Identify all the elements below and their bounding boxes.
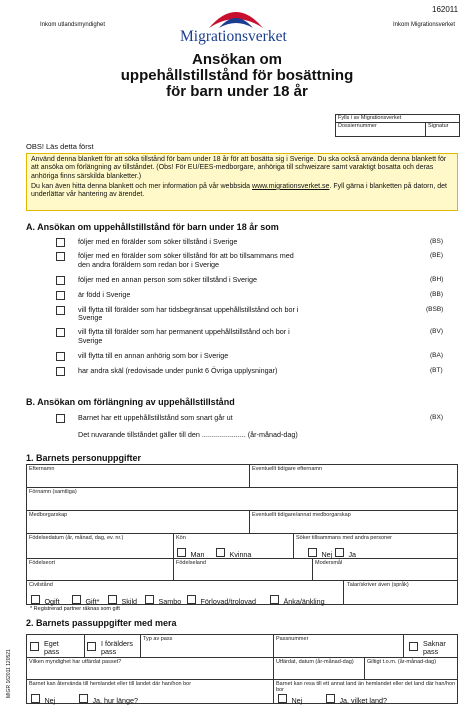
passnummer-label: Passnummer	[276, 636, 309, 642]
option-code: (BSB)	[426, 306, 444, 313]
checkbox[interactable]	[308, 548, 317, 557]
option-code: (BA)	[430, 352, 443, 359]
typ-av-pass-input[interactable]	[143, 643, 271, 656]
checkbox[interactable]	[31, 595, 40, 604]
checkbox[interactable]	[56, 306, 65, 315]
dossier-label: Dossiernummer	[338, 123, 377, 129]
tidigare-efternamn-label: Eventuellt tidigare efternamn	[252, 466, 323, 472]
atervanda2-label: Barnet kan resa till ett annat land än hemlandet eller det land där han/hon bor	[276, 681, 456, 693]
page-title	[0, 52, 474, 100]
myndighet-input[interactable]	[29, 666, 271, 678]
ja-hur-label: Ja, hur länge?	[92, 696, 139, 705]
side-form-code: MIGR 162011 120521	[6, 649, 12, 698]
atervanda-ja-option[interactable]	[79, 690, 138, 708]
modersmal-input[interactable]	[315, 567, 455, 579]
myndighet-label: Vilken myndighet har utfärdat passet?	[29, 659, 122, 665]
option-code: (BB)	[430, 291, 443, 298]
checkbox[interactable]	[79, 694, 88, 703]
option-text: följer med en annan person som söker tillstånd i Sverige	[78, 275, 257, 284]
checkbox[interactable]	[187, 595, 196, 604]
section-b-option[interactable]	[56, 413, 456, 425]
section-a-option[interactable]	[56, 327, 456, 351]
checkbox[interactable]	[56, 328, 65, 337]
resa-nej-option[interactable]	[278, 690, 302, 708]
checkbox[interactable]	[56, 238, 65, 247]
section-a-option[interactable]	[56, 251, 456, 275]
option-text-2: Sverige	[78, 313, 103, 322]
civil-sambo-option[interactable]	[145, 591, 181, 609]
modersmal-label: Modersmål	[315, 560, 343, 566]
notice-box	[26, 153, 458, 211]
checkbox[interactable]	[31, 694, 40, 703]
migrationsverket-logo-icon	[205, 4, 267, 30]
fodelseort-input[interactable]	[29, 567, 171, 579]
website-link[interactable]: www.migrationsverket.se	[252, 182, 330, 190]
obs-label: OBS! Läs detta först	[26, 142, 94, 151]
fodelseland-input[interactable]	[176, 567, 310, 579]
tidigare-efternamn-input[interactable]	[252, 473, 455, 486]
checkbox[interactable]	[335, 548, 344, 557]
checkbox[interactable]	[108, 595, 117, 604]
atervanda-label: Barnet kan återvända till hemlandet eller till landet där han/hon bor	[29, 681, 192, 687]
checkbox[interactable]	[56, 414, 65, 423]
checkbox[interactable]	[270, 595, 279, 604]
option-text-2: den andra föräldern som redan bor i Sverige	[78, 260, 220, 269]
giltigt-input[interactable]	[367, 666, 455, 678]
checkbox[interactable]	[326, 694, 335, 703]
title-line-3: för barn under 18 år	[166, 83, 308, 100]
giltigt-label: Giltigt t.o.m. (år-månad-dag)	[367, 659, 437, 665]
saknar-pass-label: Saknar	[423, 639, 446, 648]
fodelsedatum-input[interactable]	[29, 542, 171, 557]
checkbox[interactable]	[87, 642, 96, 651]
kon-label: Kön	[176, 535, 186, 541]
checkbox[interactable]	[56, 252, 65, 261]
office-use-box	[335, 114, 460, 137]
notice-p2-prefix: Du kan även hitta denna blankett och mer information på vår webbsida	[31, 182, 253, 190]
nej-label: Nej	[291, 696, 303, 705]
nej-label: Nej	[321, 550, 333, 559]
civil-label: Ogift	[44, 597, 60, 606]
tidigare-medborgarskap-label: Eventuellt tidigare/annat medborgarskap	[252, 512, 351, 518]
checkbox[interactable]	[278, 694, 287, 703]
tala-skriva-label: Talar/skriver även (språk)	[347, 582, 409, 588]
civil-label: Sambo	[158, 597, 182, 606]
logo-text: Migrationsverket	[180, 28, 287, 45]
civil-label: Änka/änkling	[283, 597, 325, 606]
fodelseort-label: Födelseort	[29, 560, 55, 566]
option-text-2: Sverige	[78, 336, 103, 345]
section-a-option[interactable]	[56, 366, 456, 381]
checkbox[interactable]	[216, 548, 225, 557]
resa-ja-option[interactable]	[326, 690, 387, 708]
civil-anka-option[interactable]	[270, 591, 325, 609]
option-text: följer med en förälder som söker tillstånd för att bo tillsammans med	[78, 251, 294, 260]
tala-skriva-input[interactable]	[347, 589, 455, 603]
checkbox[interactable]	[56, 367, 65, 376]
eget-pass-label-2: pass	[44, 647, 60, 656]
soker-tillsammans-label: Söker tillsammans med andra personer	[296, 535, 392, 541]
kvinna-label: Kvinna	[229, 550, 252, 559]
man-label: Man	[190, 550, 205, 559]
medborgarskap-label: Medborgarskap	[29, 512, 68, 518]
fodelsedatum-label: Födelsedatum (år, månad, dag, ev. nr.)	[29, 535, 124, 541]
checkbox[interactable]	[56, 291, 65, 300]
personal-data-table	[26, 464, 458, 605]
ja-label: Ja	[348, 550, 357, 559]
option-text: följer med en förälder som söker tillstånd i Sverige	[78, 237, 238, 246]
efternamn-label: Efternamn	[29, 466, 55, 472]
notice-paragraph-2	[31, 183, 453, 200]
option-code: (BX)	[430, 414, 443, 421]
section-a-option[interactable]	[56, 290, 456, 305]
section-1-heading: 1. Barnets personuppgifter	[26, 453, 142, 463]
option-text: vill flytta till en annan anhörig som bor i Sverige	[78, 351, 229, 360]
civil-label: Förlovad/trolovad	[200, 597, 256, 606]
left-org-label: Inkom utlandsmyndighet	[40, 22, 106, 28]
section-a-heading: A. Ansökan om uppehållstillstånd för barn under 18 år som	[26, 222, 279, 232]
option-text: vill flytta till förälder som har permanent uppehållstillstånd och bor i	[78, 327, 290, 336]
section-a-options	[56, 237, 456, 381]
checkbox[interactable]	[145, 595, 154, 604]
option-code: (BS)	[430, 238, 443, 245]
option-text: Barnet har ett uppehållstillstånd som snart går ut	[78, 413, 233, 422]
section-b-heading: B. Ansökan om förlängning av uppehållstillstånd	[26, 397, 235, 407]
passnummer-input[interactable]	[276, 643, 401, 656]
civil-label: Gift*	[85, 597, 100, 606]
typ-av-pass-label: Typ av pass	[143, 636, 173, 642]
dossier-field[interactable]	[338, 130, 423, 136]
option-code: (BT)	[430, 367, 443, 374]
checkbox[interactable]	[30, 642, 39, 651]
foralders-pass-label-2: pass	[101, 647, 117, 656]
passport-table	[26, 634, 458, 704]
ja-vilket-label: Ja, vilket land?	[339, 696, 387, 705]
section-a-option[interactable]	[56, 237, 456, 251]
fodelseland-label: Födelseland	[176, 560, 206, 566]
fornamn-label: Förnamn (samtliga)	[29, 489, 77, 495]
title-line-2: uppehållstillstånd för bosättning	[120, 67, 354, 84]
title-line-1: Ansökan om	[191, 51, 282, 68]
notice-p2-suffix: . Fyll gärna i blanketten på datorn, det underlättar vår hantering av ärendet.	[31, 182, 447, 199]
office-use-heading: Fylls i av Migrationsverket	[338, 115, 402, 121]
notice-paragraph-1: Använd denna blankett för att söka tillstånd för barn under 18 år för att bosätta sig i Sverige. Du ska också använda denna blankett för att ansöka om förlängning av tillståndet. (Obs! För EU/EES-medborgare, anhöriga till schweizare samt varaktigt bosatta och deras anhöriga finns särskilda blanketter.)	[31, 156, 447, 180]
civilstand-label: Civilstånd	[29, 582, 53, 588]
form-number: 162011	[432, 5, 459, 14]
right-org-label: Inkom Migrationsverket	[393, 22, 456, 28]
civilstand-footnote: * Registrerad partner räknas som gift	[30, 606, 120, 612]
option-text: vill flytta till förälder som har tidsbegränsat uppehållstillstånd och bor i	[78, 305, 299, 314]
checkbox[interactable]	[409, 642, 418, 651]
option-text: är född i Sverige	[78, 290, 131, 299]
fornamn-input[interactable]	[29, 496, 455, 509]
saknar-pass-label-2: pass	[423, 647, 439, 656]
civil-label: Skild	[121, 597, 138, 606]
atervanda-nej-option[interactable]	[31, 690, 55, 708]
eget-pass-label: Eget	[44, 639, 59, 648]
option-code: (BV)	[430, 328, 443, 335]
section-a-option[interactable]	[56, 275, 456, 290]
signatur-label: Signatur	[428, 123, 449, 129]
medborgarskap-input[interactable]	[29, 519, 247, 532]
checkbox[interactable]	[177, 548, 186, 557]
section-a-option[interactable]	[56, 351, 456, 366]
checkbox[interactable]	[56, 352, 65, 361]
option-text: har andra skäl (redovisade under punkt 6 Övriga upplysningar)	[78, 366, 278, 375]
foralders-pass-label: I förälders	[101, 639, 133, 648]
tidigare-medborgarskap-input[interactable]	[252, 519, 455, 532]
nej-label: Nej	[44, 696, 56, 705]
civil-forlovad-option[interactable]	[187, 591, 256, 609]
expiry-date-line[interactable]: Det nuvarande tillståndet gäller till den ...................... (år-månad-dag)	[78, 430, 298, 439]
section-a-option[interactable]	[56, 305, 456, 327]
checkbox[interactable]	[56, 276, 65, 285]
utfardat-label: Utfärdat, datum (år-månad-dag)	[276, 659, 354, 665]
section-2-heading: 2. Barnets passuppgifter med mera	[26, 618, 177, 628]
option-code: (BH)	[430, 276, 444, 283]
kon-kvinna-option[interactable]	[216, 544, 251, 562]
efternamn-input[interactable]	[29, 473, 247, 486]
option-code: (BE)	[430, 252, 443, 259]
utfardat-input[interactable]	[276, 666, 362, 678]
checkbox[interactable]	[72, 595, 81, 604]
